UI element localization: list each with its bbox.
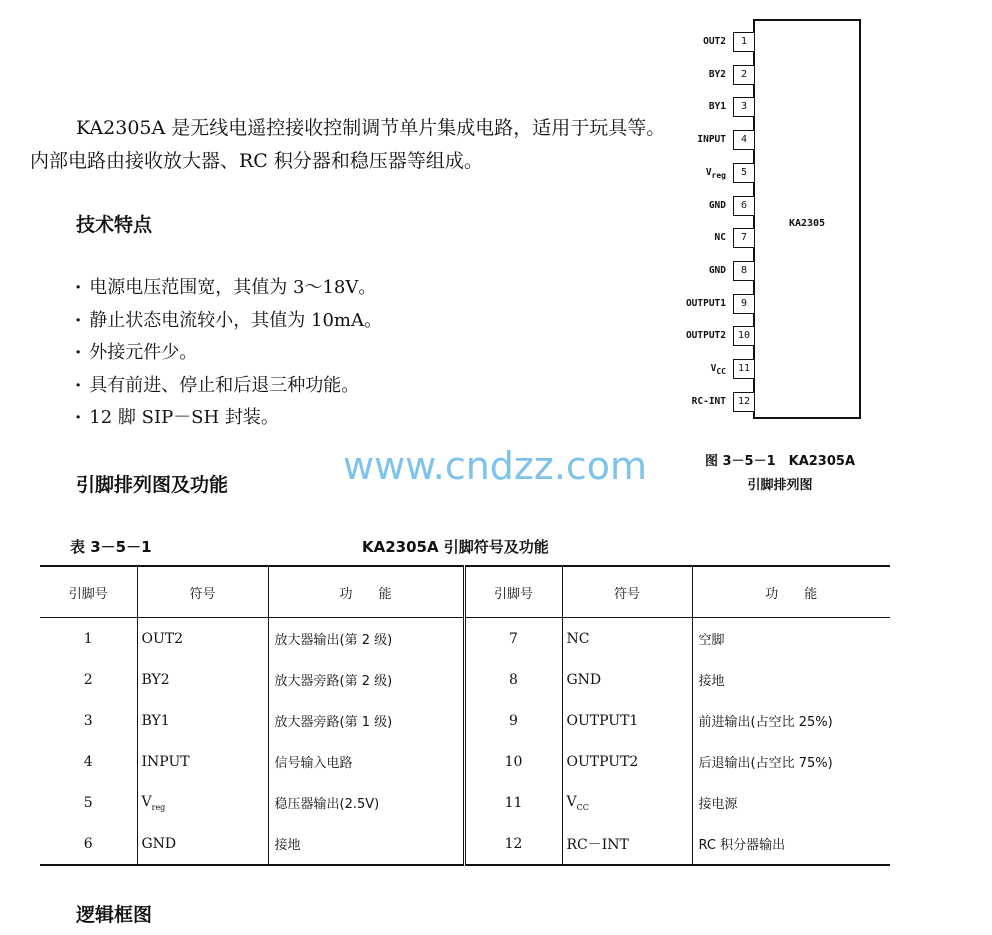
symbol-cell bbox=[137, 700, 268, 741]
chip-pin-label-text: GND bbox=[708, 264, 726, 276]
feature-item: · 静止状态电流较小，其值为 10mA。 bbox=[75, 305, 382, 338]
symbol-cell-text: INPUT bbox=[141, 753, 190, 770]
table-title: KA2305A 引脚符号及功能 bbox=[362, 538, 549, 556]
symbol-cell bbox=[562, 700, 692, 741]
features-list bbox=[75, 272, 382, 435]
header-pin-number: 引脚号 bbox=[464, 566, 562, 618]
symbol-cell-text: GND bbox=[141, 835, 177, 852]
pin-number-cell-text: 7 bbox=[509, 630, 518, 647]
symbol-cell bbox=[137, 659, 268, 700]
symbol-cell-subscript: reg bbox=[151, 802, 166, 812]
chip-pin-label bbox=[709, 199, 726, 213]
pin-number-cell bbox=[40, 741, 137, 782]
pin-number-cell-text: 9 bbox=[509, 712, 518, 729]
symbol-cell bbox=[562, 618, 692, 660]
symbol-cell bbox=[562, 659, 692, 700]
feature-item: · 电源电压范围宽，其值为 3～18V。 bbox=[75, 272, 382, 305]
symbol-cell-text: OUT2 bbox=[141, 630, 184, 647]
pin-number-cell bbox=[464, 618, 562, 660]
chip-pin-number: 3 bbox=[733, 97, 754, 117]
chip-pin-label bbox=[692, 395, 726, 409]
pin-number-cell bbox=[40, 618, 137, 660]
table-number: 表 3－5－1 bbox=[70, 538, 152, 556]
pin-number-cell-text: 11 bbox=[504, 794, 523, 811]
table-row bbox=[40, 741, 890, 782]
function-cell-text: 前进输出(占空比 25%) bbox=[698, 715, 833, 730]
chip-pin-number: 8 bbox=[733, 261, 754, 281]
function-cell bbox=[692, 782, 890, 823]
function-cell bbox=[692, 823, 890, 865]
pin-number-cell-text: 12 bbox=[504, 835, 523, 852]
pin-function-table bbox=[40, 565, 890, 866]
function-cell bbox=[692, 618, 890, 660]
feature-item: · 具有前进、停止和后退三种功能。 bbox=[75, 370, 382, 403]
function-cell-text: 放大器旁路(第 2 级) bbox=[274, 674, 393, 689]
table-header-row bbox=[40, 566, 890, 618]
pin-number-cell bbox=[464, 659, 562, 700]
chip-pin-number: 9 bbox=[733, 294, 754, 314]
header-function: 功 能 bbox=[692, 566, 890, 618]
function-cell bbox=[268, 823, 464, 865]
function-cell bbox=[692, 700, 890, 741]
function-cell-text: 放大器旁路(第 1 级) bbox=[274, 715, 393, 730]
pin-number-cell bbox=[40, 823, 137, 865]
chip-pin-number: 11 bbox=[733, 359, 754, 379]
feature-item: · 外接元件少。 bbox=[75, 337, 382, 370]
pin-number-cell bbox=[464, 741, 562, 782]
symbol-cell bbox=[562, 823, 692, 865]
feature-item: · 12 脚 SIP－SH 封装。 bbox=[75, 402, 382, 435]
chip-pin-number: 4 bbox=[733, 130, 754, 150]
chip-pin-label-text: V bbox=[710, 363, 717, 374]
symbol-cell bbox=[137, 823, 268, 865]
chip-pin-label-subscript: reg bbox=[711, 170, 726, 180]
table-row bbox=[40, 823, 890, 865]
function-cell-text: 稳压器输出(2.5V) bbox=[274, 797, 380, 812]
chip-pin-label-text: BY1 bbox=[708, 101, 726, 113]
symbol-cell-text: BY1 bbox=[141, 712, 170, 729]
function-cell bbox=[268, 618, 464, 660]
chip-pin-label-text: V bbox=[705, 166, 712, 178]
table-row bbox=[40, 782, 890, 823]
chip-pin-number: 12 bbox=[733, 392, 754, 412]
chip-pin-label-text: OUTPUT1 bbox=[685, 297, 726, 309]
chip-pin-label bbox=[709, 68, 726, 82]
chip-pin-number: 10 bbox=[733, 326, 754, 346]
function-cell-text: 接电源 bbox=[698, 797, 738, 812]
pin-number-cell bbox=[40, 659, 137, 700]
symbol-cell-text: GND bbox=[566, 671, 602, 688]
function-cell bbox=[268, 782, 464, 823]
header-symbol: 符号 bbox=[137, 566, 268, 618]
symbol-cell-subscript: CC bbox=[576, 802, 589, 812]
symbol-cell-text: V bbox=[566, 793, 577, 810]
chip-pin-label-text: BY2 bbox=[708, 68, 726, 80]
chip-pin-label-subscript: CC bbox=[716, 366, 726, 376]
function-cell bbox=[692, 741, 890, 782]
symbol-cell-text: NC bbox=[566, 630, 590, 647]
symbol-cell bbox=[137, 618, 268, 660]
pin-number-cell-text: 4 bbox=[83, 753, 93, 770]
symbol-cell-text: RC－INT bbox=[566, 836, 629, 853]
function-cell-text: 空脚 bbox=[698, 633, 725, 648]
symbol-cell-text: OUTPUT2 bbox=[566, 753, 639, 770]
chip-pin-label bbox=[711, 362, 726, 379]
chip-pin-label-text: OUTPUT2 bbox=[685, 330, 726, 342]
table-row bbox=[40, 659, 890, 700]
function-cell bbox=[268, 700, 464, 741]
chip-pin-number: 1 bbox=[733, 32, 754, 52]
header-pin-number: 引脚号 bbox=[40, 566, 137, 618]
pin-number-cell-text: 8 bbox=[509, 671, 518, 688]
intro-paragraph: KA2305A 是无线电遥控接收控制调节单片集成电路，适用于玩具等。内部电路由接收放大器、RC 积分器和稳压器等组成。 bbox=[30, 117, 666, 172]
chip-pin-number: 5 bbox=[733, 163, 754, 183]
pin-number-cell-text: 1 bbox=[83, 630, 93, 647]
function-cell bbox=[268, 659, 464, 700]
function-cell bbox=[268, 741, 464, 782]
pin-number-cell-text: 3 bbox=[83, 712, 93, 729]
pinout-heading: 引脚排列图及功能 bbox=[76, 474, 229, 496]
pin-number-cell bbox=[40, 782, 137, 823]
chip-pin-label bbox=[709, 100, 726, 114]
function-cell-text: RC 积分器输出 bbox=[698, 838, 786, 853]
chip-pin-label-text: RC-INT bbox=[691, 395, 726, 407]
chip-pin-label bbox=[706, 166, 726, 183]
symbol-cell bbox=[137, 782, 268, 823]
features-heading: 技术特点 bbox=[76, 214, 153, 236]
pin-number-cell-text: 5 bbox=[83, 794, 93, 811]
chip-pin-label bbox=[686, 297, 726, 311]
chip-pin-label bbox=[709, 264, 726, 278]
pin-number-cell-text: 10 bbox=[504, 753, 523, 770]
pin-number-cell bbox=[40, 700, 137, 741]
chip-pin-label-text: NC bbox=[714, 232, 726, 244]
chip-pin-number: 7 bbox=[733, 228, 754, 248]
table-row bbox=[40, 618, 890, 660]
function-cell bbox=[692, 659, 890, 700]
pin-number-cell-text: 6 bbox=[83, 835, 93, 852]
chip-pin-label-text: GND bbox=[708, 199, 726, 211]
symbol-cell bbox=[562, 741, 692, 782]
figure-caption-line1: 图 3－5－1 KA2305A bbox=[704, 454, 856, 469]
function-cell-text: 后退输出(占空比 75%) bbox=[698, 756, 833, 771]
chip-pin-label-text: OUT2 bbox=[703, 36, 726, 47]
figure-caption bbox=[680, 450, 880, 498]
chip-pin-label bbox=[715, 231, 726, 245]
symbol-cell bbox=[137, 741, 268, 782]
symbol-cell-text: OUTPUT1 bbox=[566, 712, 639, 729]
pin-number-cell bbox=[464, 700, 562, 741]
function-cell-text: 接地 bbox=[698, 674, 725, 689]
chip-pin-label bbox=[686, 329, 726, 343]
pin-number-cell bbox=[464, 782, 562, 823]
chip-pin-label bbox=[697, 133, 726, 147]
figure-caption-line2: 引脚排列图 bbox=[747, 478, 813, 493]
logic-diagram-heading: 逻辑框图 bbox=[76, 904, 153, 926]
header-function: 功 能 bbox=[268, 566, 464, 618]
chip-pin-number: 6 bbox=[733, 196, 754, 216]
function-cell-text: 接地 bbox=[274, 838, 301, 853]
pin-number-cell bbox=[464, 823, 562, 865]
symbol-cell-text: BY2 bbox=[141, 671, 170, 688]
header-symbol: 符号 bbox=[562, 566, 692, 618]
chip-pin-label bbox=[703, 35, 726, 49]
watermark: www.cndzz.com bbox=[343, 444, 648, 488]
chip-pin-label-text: INPUT bbox=[697, 134, 726, 146]
function-cell-text: 信号输入电路 bbox=[274, 756, 353, 771]
chip-name: KA2305 bbox=[788, 218, 826, 229]
table-row bbox=[40, 700, 890, 741]
chip-pin-number: 2 bbox=[733, 65, 754, 85]
symbol-cell bbox=[562, 782, 692, 823]
pin-number-cell-text: 2 bbox=[83, 671, 93, 688]
function-cell-text: 放大器输出(第 2 级) bbox=[274, 633, 393, 648]
symbol-cell-text: V bbox=[141, 793, 152, 810]
